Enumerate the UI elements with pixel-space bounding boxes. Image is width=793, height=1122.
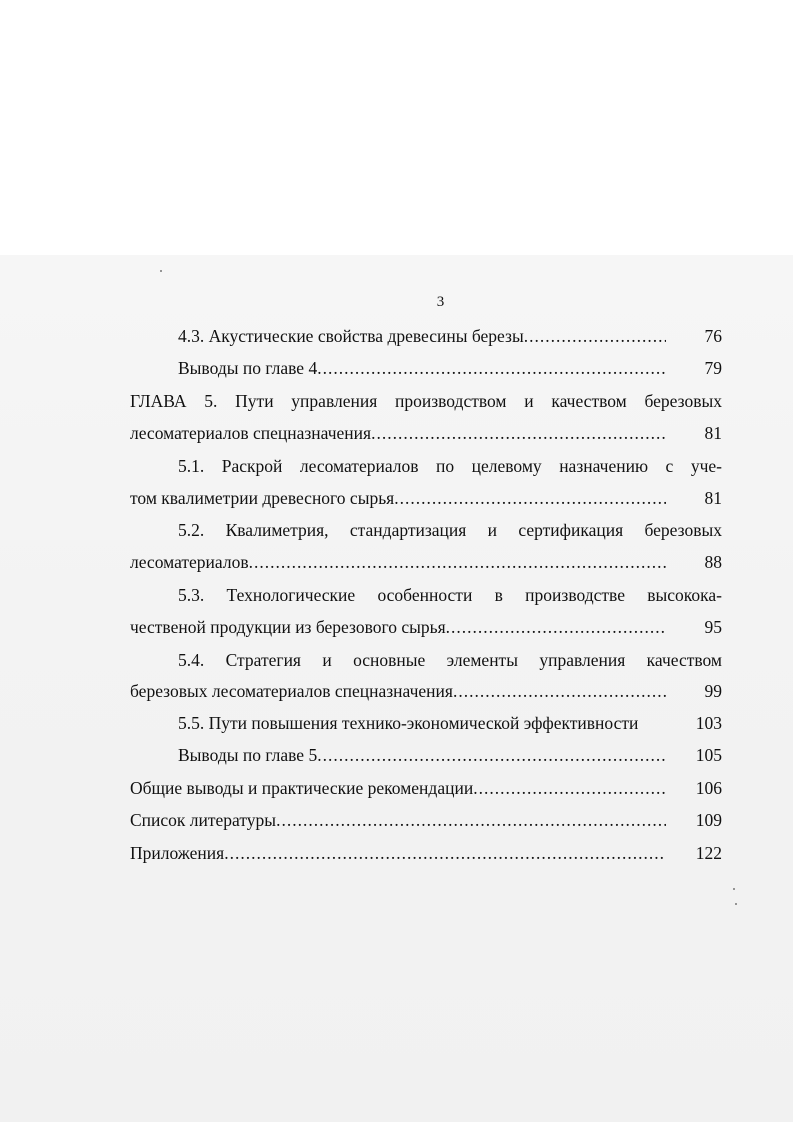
toc-entry-title: лесоматериалов bbox=[130, 552, 249, 572]
page-number: 3 bbox=[436, 294, 445, 310]
toc-entry-page: 76 bbox=[704, 326, 722, 346]
dot-leader bbox=[317, 745, 666, 765]
dot-leader bbox=[276, 810, 666, 830]
toc-entry-title: Выводы по главе 5 bbox=[178, 745, 318, 765]
dot-leader bbox=[371, 423, 666, 443]
toc-entry-5-4-cont bbox=[130, 681, 722, 701]
toc-entry-page: 122 bbox=[695, 843, 722, 863]
scan-speck bbox=[160, 270, 162, 272]
toc-entry-title: том квалиметрии древесного сырья bbox=[130, 488, 395, 508]
toc-entry-title: 4.3. Акустические свойства древесины березы bbox=[178, 326, 524, 346]
toc-entry-5-2-cont bbox=[130, 552, 722, 572]
toc-entry-page: 105 bbox=[695, 745, 722, 765]
toc-entry-bibliography bbox=[130, 810, 722, 830]
toc-entry-5-5 bbox=[130, 713, 722, 733]
dot-leader bbox=[249, 552, 666, 572]
toc-entry-title: Выводы по главе 4 bbox=[178, 358, 318, 378]
toc-entry-page: 81 bbox=[704, 423, 722, 443]
toc-entry-title: березовых лесоматериалов спецназначения bbox=[130, 681, 453, 701]
toc-entry-chapter-5-cont bbox=[130, 423, 722, 443]
toc-entry-page: 95 bbox=[704, 617, 722, 637]
toc-entry-title: лесоматериалов спецназначения bbox=[130, 423, 372, 443]
dot-leader bbox=[446, 617, 666, 637]
toc-entry-page: 88 bbox=[704, 552, 722, 572]
toc-entry-page: 99 bbox=[704, 681, 722, 701]
toc-entry-page: 106 bbox=[695, 778, 722, 798]
toc-entry-4-3 bbox=[130, 326, 722, 346]
toc-entry-title: Список литературы bbox=[130, 810, 277, 830]
toc-entry-chapter-5: ГЛАВА 5. Пути управления производством и качеством березовых bbox=[130, 391, 722, 411]
toc-entry-5-3-cont bbox=[130, 617, 722, 637]
scan-speck bbox=[733, 888, 735, 890]
toc-entry-title: Общие выводы и практические рекомендации bbox=[130, 778, 474, 798]
toc-entry-conclusions-4 bbox=[130, 358, 722, 378]
toc-entry-5-3: 5.3. Технологические особенности в производстве высокока- bbox=[178, 585, 722, 605]
toc-entry-page: 103 bbox=[695, 713, 722, 733]
toc-entry-title: Приложения bbox=[130, 843, 225, 863]
dot-leader bbox=[224, 843, 666, 863]
toc-entry-page: 81 bbox=[704, 488, 722, 508]
toc-entry-conclusions-5 bbox=[130, 745, 722, 765]
dot-leader bbox=[394, 488, 666, 508]
toc-entry-appendices bbox=[130, 843, 722, 863]
dot-leader bbox=[453, 681, 666, 701]
dot-leader bbox=[317, 358, 666, 378]
toc-entry-page: 109 bbox=[695, 810, 722, 830]
toc-entry-title: 5.5. Пути повышения технико-экономической эффективности bbox=[178, 713, 639, 733]
dot-leader bbox=[473, 778, 666, 798]
toc-entry-title: чественой продукции из березового сырья bbox=[130, 617, 446, 637]
toc-entry-general-conclusions bbox=[130, 778, 722, 798]
toc-entry-5-1-cont bbox=[130, 488, 722, 508]
dot-leader bbox=[524, 326, 666, 346]
toc-entry-5-2: 5.2. Квалиметрия, стандартизация и сертификация березовых bbox=[178, 520, 722, 540]
toc-entry-5-1: 5.1. Раскрой лесоматериалов по целевому назначению с уче- bbox=[178, 456, 722, 476]
scan-speck bbox=[735, 903, 737, 905]
toc-entry-page: 79 bbox=[704, 358, 722, 378]
toc-entry-5-4: 5.4. Стратегия и основные элементы управления качеством bbox=[178, 650, 722, 670]
